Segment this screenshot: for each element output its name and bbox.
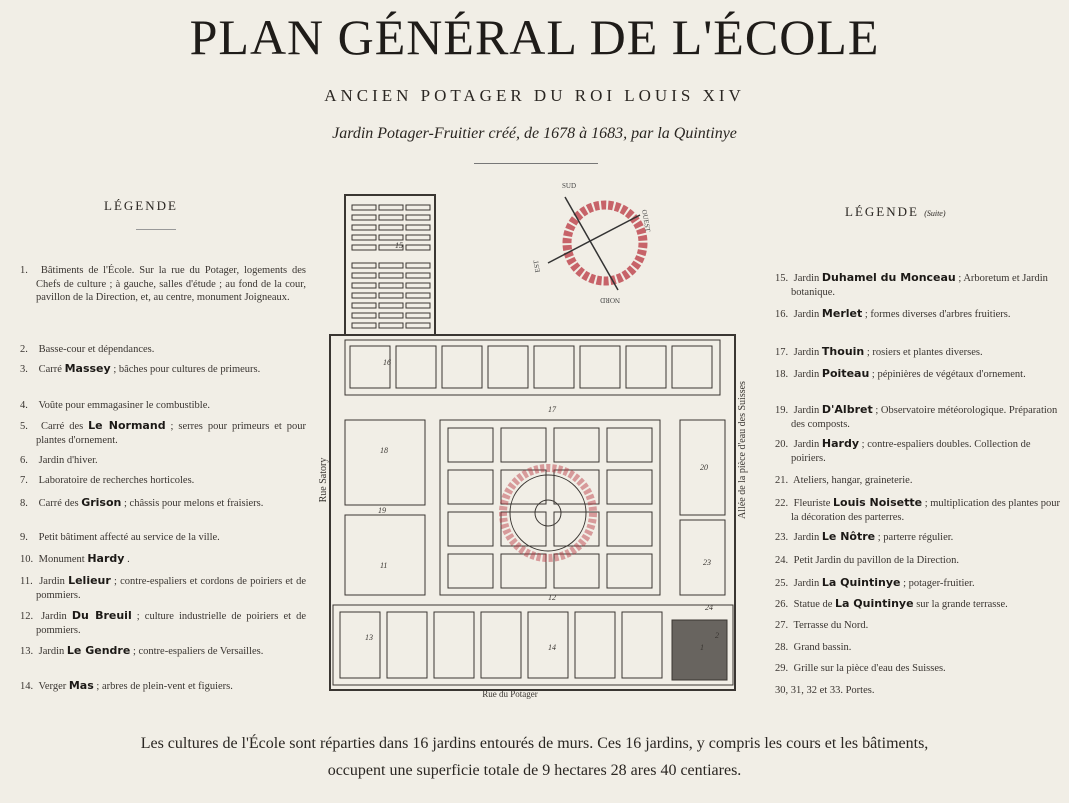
north-terrace-band bbox=[345, 340, 720, 395]
legend-item-post: ; potager-fruitier. bbox=[903, 578, 975, 589]
bed bbox=[379, 273, 403, 278]
bed bbox=[406, 313, 430, 318]
legend-item-name: Poiteau bbox=[821, 367, 870, 380]
legend-item-name: D'Albret bbox=[821, 403, 873, 416]
bed bbox=[352, 323, 376, 328]
legend-item-post: ; contre-espaliers de Versailles. bbox=[132, 646, 264, 657]
plot bbox=[396, 346, 436, 388]
street-west-label: Rue Satory bbox=[318, 457, 329, 503]
legend-item-n: 29. bbox=[775, 663, 789, 674]
legend-item-pre: Jardin bbox=[793, 532, 820, 543]
plot bbox=[607, 512, 652, 546]
plot bbox=[350, 346, 390, 388]
bed bbox=[406, 225, 430, 230]
legend-item-n: 14. bbox=[20, 681, 34, 692]
plot bbox=[501, 512, 546, 546]
legend-item-name: Grison bbox=[81, 496, 122, 509]
plot bbox=[481, 612, 521, 678]
legend-item-n: 24. bbox=[775, 555, 789, 566]
bed bbox=[379, 293, 403, 298]
plot bbox=[575, 612, 615, 678]
bed bbox=[352, 273, 376, 278]
plan-label: 18 bbox=[380, 446, 388, 455]
stamp-mark bbox=[503, 468, 593, 558]
legend-item-pre: Grille sur la pièce d'eau des Suisses. bbox=[793, 663, 946, 674]
page-subtitle: ANCIEN POTAGER DU ROI LOUIS XIV bbox=[324, 86, 745, 105]
legend-item-pre: Petit Jardin du pavillon de la Direction. bbox=[793, 555, 959, 566]
legend-item-name: Massey bbox=[64, 362, 111, 375]
legend-item-pre: Bâtiments de l'École. Sur la rue du Potager, logements des Chefs de culture ; à gauche, salles d'étude ; au fond de la cour, pavillon de la Direction, et, au centre, monument Joigneaux. bbox=[36, 265, 306, 303]
legend-item-n: 2. bbox=[20, 344, 28, 355]
legend-item-n: 23. bbox=[775, 532, 789, 543]
bed bbox=[406, 205, 430, 210]
bed bbox=[406, 263, 430, 268]
legend-item-post: ; pépinières de végétaux d'ornement. bbox=[871, 369, 1026, 380]
bed bbox=[352, 245, 376, 250]
plot bbox=[434, 612, 474, 678]
plot bbox=[607, 554, 652, 588]
legend-item-name: Le Gendre bbox=[66, 644, 131, 657]
legend-item-pre: Basse-cour et dépendances. bbox=[38, 344, 155, 355]
plot bbox=[626, 346, 666, 388]
legend-item-post: ; contre-espaliers doubles. Collection de poiriers. bbox=[791, 439, 1031, 464]
legend-item-n: 28. bbox=[775, 642, 789, 653]
plan-label: 1 bbox=[700, 643, 704, 652]
legend-item-pre: Jardin bbox=[793, 405, 820, 416]
tagline: Jardin Potager-Fruitier créé, de 1678 à 1683, par la Quintinye bbox=[332, 125, 737, 142]
legend-item-n: 6. bbox=[20, 455, 28, 466]
bed bbox=[406, 235, 430, 240]
plot bbox=[387, 612, 427, 678]
bed bbox=[406, 283, 430, 288]
legend-item-post: ; culture industrielle de poiriers et de pommiers. bbox=[36, 611, 307, 636]
legend-item-name: Mas bbox=[68, 679, 94, 692]
legend-item-pre: Carré des bbox=[38, 498, 79, 509]
legend-item-post: ; Observatoire météorologique. Préparation des composts. bbox=[791, 405, 1058, 430]
bed bbox=[406, 215, 430, 220]
legend-item-n: 21. bbox=[775, 475, 789, 486]
compass-south: SUD bbox=[562, 182, 577, 190]
legend-heading-note: (Suite) bbox=[924, 209, 946, 218]
plan-label: 11 bbox=[380, 561, 388, 570]
bed bbox=[379, 263, 403, 268]
plot bbox=[622, 612, 662, 678]
legend-item-post: ; bâches pour cultures de primeurs. bbox=[113, 364, 261, 375]
street-east-label: Allée de la pièce d'eau des Suisses bbox=[737, 381, 748, 519]
bed bbox=[352, 263, 376, 268]
plan-label: 12 bbox=[548, 593, 556, 602]
legend-item-post: ; multiplication des plantes pour la décoration des parterres. bbox=[791, 498, 1061, 523]
legend-item-n: 18. bbox=[775, 369, 789, 380]
bed bbox=[379, 303, 403, 308]
plan-label: 15 bbox=[395, 241, 403, 250]
legend-item-name: Le Normand bbox=[88, 419, 166, 432]
legend-item-post: . bbox=[127, 554, 130, 565]
bed bbox=[352, 303, 376, 308]
legend-item-pre: Voûte pour emmagasiner le combustible. bbox=[38, 400, 210, 411]
plan-label: 16 bbox=[383, 358, 391, 367]
legend-item-name: Lelieur bbox=[68, 574, 111, 587]
garden-25 bbox=[440, 420, 660, 595]
legend-item-post: ; arbres de plein-vent et figuiers. bbox=[96, 681, 233, 692]
plot bbox=[554, 554, 599, 588]
plot bbox=[554, 428, 599, 462]
bed bbox=[379, 313, 403, 318]
legend-item-n: 4. bbox=[20, 400, 28, 411]
legend-item-pre: Jardin bbox=[793, 347, 820, 358]
legend-item-pre: Carré bbox=[38, 364, 62, 375]
legend-item-n: 3. bbox=[20, 364, 28, 375]
bed bbox=[406, 293, 430, 298]
garden-15 bbox=[345, 195, 435, 335]
plan-label: 19 bbox=[378, 506, 386, 515]
bed bbox=[379, 323, 403, 328]
legend-item-n: 7. bbox=[20, 475, 28, 486]
legend-heading-left: LÉGENDE bbox=[104, 198, 178, 213]
bed bbox=[352, 225, 376, 230]
legend-item-n: 8. bbox=[20, 498, 28, 509]
bed bbox=[352, 283, 376, 288]
legend-item-post: ; châssis pour melons et fraisiers. bbox=[124, 498, 264, 509]
legend-item-n: 1. bbox=[20, 265, 28, 276]
plot bbox=[580, 346, 620, 388]
plot bbox=[488, 346, 528, 388]
legend-item-name: Le Nôtre bbox=[821, 530, 876, 543]
bed bbox=[352, 215, 376, 220]
plot bbox=[448, 470, 493, 504]
compass-stamp bbox=[532, 182, 652, 304]
footer-line-1: Les cultures de l'École sont réparties dans 16 jardins entourés de murs. Ces 16 jardins, y compris les cours et les bâtiments, bbox=[140, 735, 929, 752]
plot bbox=[501, 428, 546, 462]
legend-item-pre: Jardin bbox=[39, 576, 65, 587]
legend-item-pre: Laboratoire de recherches horticoles. bbox=[38, 475, 195, 486]
legend-item-post: ; formes diverses d'arbres fruitiers. bbox=[864, 309, 1011, 320]
legend-item-n: 15. bbox=[775, 273, 789, 284]
legend-item-pre: Petit bâtiment affecté au service de la ville. bbox=[38, 532, 220, 543]
plot bbox=[340, 612, 380, 678]
bassin-center bbox=[535, 500, 561, 526]
legend-item-name: La Quintinye bbox=[835, 597, 914, 610]
street-south-label: Rue du Potager bbox=[482, 689, 538, 699]
legend-item-post: ; contre-espaliers et cordons de poiriers et de pommiers. bbox=[36, 576, 307, 601]
legend-item-n: 17. bbox=[775, 347, 789, 358]
legend-item-name: Du Breuil bbox=[71, 609, 132, 622]
garden-18 bbox=[345, 420, 425, 505]
plot bbox=[448, 512, 493, 546]
bed bbox=[406, 245, 430, 250]
plot bbox=[672, 346, 712, 388]
legend-item-n: 11. bbox=[20, 576, 33, 587]
legend-item-n: 30, 31, 32 et 33. bbox=[775, 685, 843, 696]
plot bbox=[448, 554, 493, 588]
plan-label: 13 bbox=[365, 633, 373, 642]
legend-item-pre: Ateliers, hangar, graineterie. bbox=[793, 475, 913, 486]
bed bbox=[379, 235, 403, 240]
bed bbox=[406, 273, 430, 278]
legend-item-post: ; Arboretum et Jardin botanique. bbox=[791, 273, 1048, 298]
legend-item-n: 10. bbox=[20, 554, 34, 565]
legend-item-post: sur la grande terrasse. bbox=[916, 599, 1008, 610]
legend-heading-text: LÉGENDE bbox=[845, 204, 919, 219]
bed bbox=[406, 323, 430, 328]
bed bbox=[406, 303, 430, 308]
plan-label: 24 bbox=[705, 603, 713, 612]
bed bbox=[379, 215, 403, 220]
legend-item-pre: Terrasse du Nord. bbox=[793, 620, 869, 631]
legend-item-n: 20. bbox=[775, 439, 789, 450]
legend-item-name: Duhamel du Monceau bbox=[821, 271, 956, 284]
legend-item-n: 12. bbox=[20, 611, 34, 622]
plan-label: 2 bbox=[715, 631, 719, 640]
legend-item-post: ; parterre régulier. bbox=[877, 532, 954, 543]
legend-item-pre: Statue de bbox=[793, 599, 833, 610]
legend-item-name: Louis Noisette bbox=[833, 496, 923, 509]
plot bbox=[607, 428, 652, 462]
legend-item-n: 9. bbox=[20, 532, 28, 543]
legend-item-n: 22. bbox=[775, 498, 789, 509]
legend-item-name: Thouin bbox=[821, 345, 865, 358]
legend-item-pre: Jardin bbox=[793, 439, 820, 450]
legend-item-pre: Jardin bbox=[38, 646, 65, 657]
page-title: PLAN GÉNÉRAL DE L'ÉCOLE bbox=[189, 9, 880, 65]
compass-north: NORD bbox=[600, 296, 620, 304]
plot bbox=[448, 428, 493, 462]
footer-line-2: occupent une superficie totale de 9 hectares 28 ares 40 centiares. bbox=[327, 762, 742, 779]
bed bbox=[379, 283, 403, 288]
plan-label: 20 bbox=[700, 463, 708, 472]
legend-item-name: La Quintinye bbox=[821, 576, 901, 589]
legend-item-pre: Jardin bbox=[793, 369, 820, 380]
plan-label: 14 bbox=[548, 643, 556, 652]
legend-item-name: Hardy bbox=[821, 437, 860, 450]
bed bbox=[379, 205, 403, 210]
legend-item-pre: Verger bbox=[38, 681, 67, 692]
legend-item-pre: Jardin bbox=[793, 309, 820, 320]
legend-item-n: 16. bbox=[775, 309, 789, 320]
compass-west: OUEST bbox=[640, 208, 652, 233]
legend-item-pre: Grand bassin. bbox=[793, 642, 852, 653]
legend-item-pre: Carré des bbox=[40, 421, 84, 432]
legend-item-n: 25. bbox=[775, 578, 789, 589]
plan-label: 17 bbox=[548, 405, 556, 414]
compass-east: EST bbox=[531, 259, 542, 274]
legend-item-pre: Monument bbox=[38, 554, 85, 565]
plot bbox=[442, 346, 482, 388]
legend-item-n: 26. bbox=[775, 599, 789, 610]
plan-label: 23 bbox=[703, 558, 711, 567]
legend-item-name: Hardy bbox=[87, 552, 125, 565]
legend-item-pre: Portes. bbox=[845, 685, 875, 696]
plot bbox=[607, 470, 652, 504]
legend-item-n: 19. bbox=[775, 405, 789, 416]
legend-item-n: 27. bbox=[775, 620, 789, 631]
legend-item-post: ; rosiers et plantes diverses. bbox=[866, 347, 983, 358]
garden-19 bbox=[345, 515, 425, 595]
legend-item-pre: Jardin d'hiver. bbox=[38, 455, 98, 466]
legend-item-name: Merlet bbox=[821, 307, 863, 320]
legend-item-n: 5. bbox=[20, 421, 28, 432]
bed bbox=[352, 205, 376, 210]
grand-bassin bbox=[510, 475, 586, 551]
legend-item-pre: Jardin bbox=[793, 578, 820, 589]
bed bbox=[352, 235, 376, 240]
bed bbox=[352, 313, 376, 318]
bed bbox=[379, 225, 403, 230]
legend-item-pre: Jardin bbox=[41, 611, 67, 622]
legend-item-pre: Jardin bbox=[793, 273, 820, 284]
bed bbox=[352, 293, 376, 298]
legend-item-post: ; serres pour primeurs et pour plantes d'ornement. bbox=[36, 421, 307, 446]
legend-item-n: 13. bbox=[20, 646, 34, 657]
plot bbox=[534, 346, 574, 388]
legend-item-pre: Fleuriste bbox=[793, 498, 831, 509]
